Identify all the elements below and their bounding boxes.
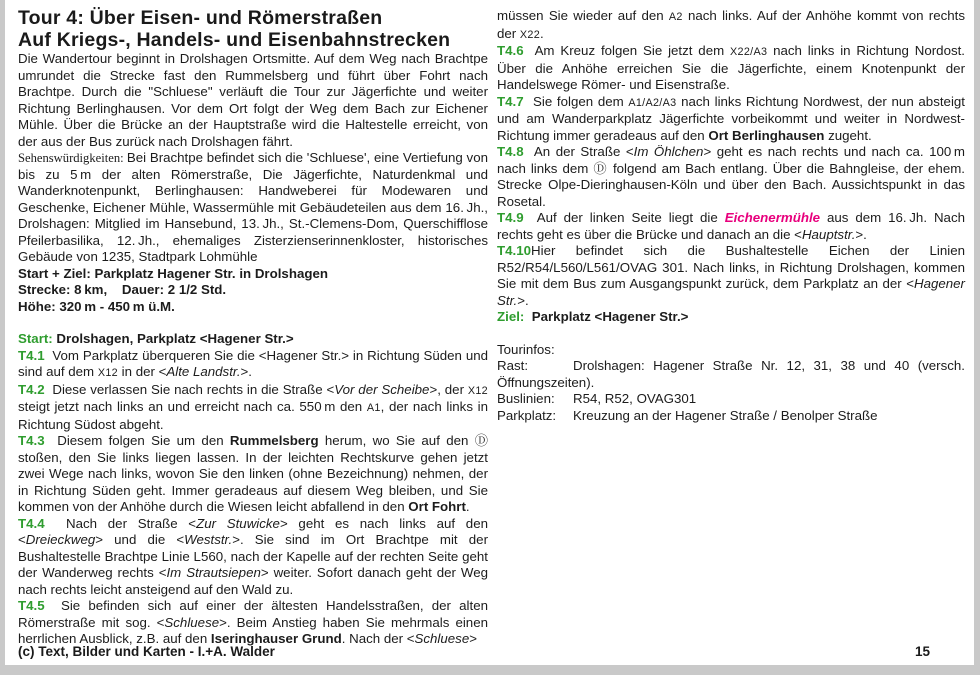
bold-text: Drolshagen, Parkplatz <Hagener Str.> xyxy=(56,331,294,346)
text-segment: müssen Sie wieder auf den xyxy=(497,8,669,23)
waypoint-t4-5 xyxy=(18,598,488,648)
waypoint-t4-8 xyxy=(497,144,965,210)
tour-title: Tour 4: Über Eisen- und Römerstraßen xyxy=(18,7,383,29)
text-segment: . xyxy=(540,25,544,41)
text-segment: . Nach der < xyxy=(341,631,415,646)
text-segment: herum, wo Sie auf den Ⓓ stoßen, den Sie links liegen lassen. In der leichten Rechtskurve gehen jetzt zwei Wege nach links, wovon Sie den linken (ohne Bezeichnung) nehmen, der in Richtung Süden geht. Immer geradeaus auf diesem Weg bleiben, und Sie kommen von der Anhöhe durch die Wiesen leicht abfallend in den xyxy=(18,433,488,514)
intro-paragraph xyxy=(18,51,488,150)
text-segment: Bei Brachtpe befindet sich die 'Schluese', eine Vertiefung von bis zu 5 m der alten Römerstraße, Die Jägerfichte, Naturdenkmal und Wanderknotenpunkt, Berlinghausen: Handweberei für Modewaren und Geschenke, Eichener Mühle, Wassermühle mit Gebäudeteilen aus dem 16. Jh., Drolshagen: Mitglied im Hansebund, 13. Jh., St.-Clemens-Dom, Querschifflose Pfeilerbasilika, 12. Jh., ehemaliges Zisterzienserinnenkloster, historisches Gebäude von 1235, Stadtpark Lohmühle xyxy=(18,150,488,264)
street-name: Schluese xyxy=(164,614,220,630)
tourinfo-buslinien xyxy=(497,391,965,408)
waypoint-t4-3 xyxy=(18,433,488,516)
text-segment: Drolshagen: Hagener Straße Nr. 12, 31, 38 und 40 (versch. Öffnungszeiten). xyxy=(497,358,965,390)
text-segment: Strecke: 8 km, Dauer: 2 1/2 Std. xyxy=(18,282,227,297)
text-segment: Nach der Straße < xyxy=(44,515,197,531)
bold-text: Ort Fohrt xyxy=(408,499,466,514)
start-line xyxy=(18,331,488,348)
sights-paragraph xyxy=(18,150,488,266)
left-column xyxy=(18,8,488,648)
right-column xyxy=(497,8,965,424)
waypoint-label: T4.9 xyxy=(497,210,524,225)
text-segment: , der nach links in Richtung Südost abgeht. xyxy=(18,399,488,432)
trail-marker-code: A1/A2/A3 xyxy=(628,96,677,109)
text-segment: > geht es nach links auf den < xyxy=(18,515,488,547)
text-segment: >, der xyxy=(429,381,468,397)
waypoint-t4-9 xyxy=(497,210,965,243)
street-name: Im Öhlchen xyxy=(633,144,704,159)
text-segment: >. xyxy=(855,226,867,242)
waypoint-label: T4.7 xyxy=(497,93,524,109)
info-label: Buslinien: xyxy=(497,391,555,406)
info-label: Rast: xyxy=(497,358,529,373)
text-segment: >. xyxy=(240,364,253,379)
street-name: Weststr. xyxy=(184,532,233,547)
trail-marker-code: X22/A3 xyxy=(730,46,768,58)
text-segment: Höhe: 320 m - 450 m ü.M. xyxy=(18,298,175,314)
street-name: Hauptstr. xyxy=(801,226,856,242)
street-name: Dreieckweg xyxy=(25,532,96,547)
text-segment: nach links. Auf der Anhöhe kommt von rechts der xyxy=(497,8,965,41)
tourinfo-rast xyxy=(497,358,965,391)
text-segment: Auf der linken Seite liegt die xyxy=(523,210,725,225)
waypoint-t4-6 xyxy=(497,43,965,94)
hoehe-line xyxy=(18,299,488,316)
trail-marker-code: X22 xyxy=(519,28,541,41)
trail-marker-code: X12 xyxy=(467,384,488,397)
text-segment: Vom Parkplatz überqueren Sie die <Hagener Str.> in Richtung Süden und sind auf dem xyxy=(18,347,488,379)
text-segment: > weiter. Sofort danach geht der Weg nach rechts leicht ansteigend auf den Wald zu. xyxy=(18,565,488,597)
strecke-dauer-line xyxy=(18,282,488,299)
tourinfo-parkplatz xyxy=(497,408,965,425)
right-column-body xyxy=(497,8,965,424)
document-page xyxy=(5,0,974,665)
tour-subtitle: Auf Kriegs-, Handels- und Eisenbahnstrecken xyxy=(18,28,451,51)
text-segment: in der < xyxy=(117,364,167,379)
bold-text: Parkplatz <Hagener Str.> xyxy=(524,309,689,324)
bold-text: Rummelsberg xyxy=(229,433,319,448)
street-name: Hagener Str. xyxy=(497,276,965,308)
waypoint-label: T4.8 xyxy=(497,144,524,159)
text-segment: zugeht. xyxy=(824,127,872,143)
trail-marker-code: X12 xyxy=(97,367,118,379)
text-segment: Tourinfos: xyxy=(497,341,555,357)
street-name: Vor der Scheibe xyxy=(334,381,430,397)
text-segment: > und die < xyxy=(95,532,185,547)
waypoint-label: T4.5 xyxy=(18,598,45,613)
waypoint-label: T4.6 xyxy=(497,43,524,58)
text-segment: Diesem folgen Sie um den xyxy=(44,433,230,448)
text-segment: Hier befindet sich die Bushaltestelle Eichen der Linien R52/R54/L560/L561/OVAG 301. Nach links, in Richtung Drolshagen, kommen Sie mit dem Bus zum Ausgangspunkt zurück, dem Parkplatz an der < xyxy=(497,243,965,291)
text-segment: nach links in Richtung Nordost. Über die Anhöhe erreichen Sie die Jägerfichte, einem Knotenpunkt der Handelswege Römer- und Eisenstraße. xyxy=(497,43,965,92)
street-name: Schluese xyxy=(414,631,470,646)
street-name: Alte Landstr. xyxy=(166,364,241,379)
waypoint-label: Start: xyxy=(18,331,57,346)
left-column-body xyxy=(18,51,488,648)
trail-marker-code: A2 xyxy=(668,11,683,23)
text-segment: . xyxy=(465,499,470,514)
text-segment: Diese verlassen Sie nach rechts in die Straße < xyxy=(44,381,335,397)
waypoint-t4-10 xyxy=(497,243,965,309)
text-segment: Start + Ziel: Parkplatz Hagener Str. in Drolshagen xyxy=(18,265,328,281)
page-number: 15 xyxy=(914,644,930,659)
waypoint-label: T4.2 xyxy=(18,381,45,397)
waypoint-label: T4.1 xyxy=(18,347,45,363)
trail-marker-code: A1 xyxy=(366,402,381,414)
text-segment: steigt jetzt nach links an und erreicht nach ca. 550 m den xyxy=(18,399,367,414)
text-segment: > geht es nach rechts und nach ca. 100 m nach links dem Ⓓ folgend am Bach entlang. Über die Bahngleise, der ehem. Strecke Olpe-Dieringhausen-Köln und über den Bach. Aussichtspunkt in das Rosetal. xyxy=(497,144,966,209)
waypoint-t4-1 xyxy=(18,348,488,382)
waypoint-label: T4.3 xyxy=(18,433,45,448)
text-segment: aus dem 16. Jh. Nach rechts geht es über die Brücke und danach an die < xyxy=(497,210,965,242)
tourinfos-heading xyxy=(497,342,965,359)
text-segment: Kreuzung an der Hagener Straße / Benolper Straße xyxy=(573,407,878,423)
text-segment: >. Beim Anstieg haben Sie mehrmals einen herrlichen Ausblick, z.B. auf den xyxy=(18,614,488,646)
text-segment: An der Straße < xyxy=(523,144,634,159)
waypoint-label: T4.10 xyxy=(497,243,532,258)
ziel-line xyxy=(497,309,965,326)
text-segment: R54, R52, OVAG301 xyxy=(573,391,697,406)
waypoint-t4-2 xyxy=(18,382,488,434)
highlight-name: Eichenermühle xyxy=(724,210,821,225)
text-segment: Sie befinden sich auf einer der ältesten Handelsstraßen, der alten Römerstraße mit sog. < xyxy=(18,598,488,630)
waypoint-t4-4 xyxy=(18,516,488,599)
bold-text: Iseringhauser Grund xyxy=(210,631,342,646)
street-name: Im Strautsiepen xyxy=(166,565,261,580)
text-segment: >. xyxy=(517,292,529,308)
waypoint-t4-5-continued xyxy=(497,8,965,43)
sights-label: Sehenswürdigkeiten: xyxy=(18,151,127,165)
waypoint-label: T4.4 xyxy=(18,515,45,531)
bold-text: Ort Berlinghausen xyxy=(708,127,825,143)
copyright-notice: (c) Text, Bilder und Karten - I.+A. Walder xyxy=(18,644,275,659)
text-segment: Am Kreuz folgen Sie jetzt dem xyxy=(523,43,731,58)
text-segment: >. Sie sind im Ort Brachtpe mit der Bushaltestelle Brachtpe Linie L560, nach der Kapelle auf der rechten Seite geht der Wanderweg rechts < xyxy=(18,532,488,580)
text-segment: > xyxy=(469,631,477,646)
waypoint-t4-7 xyxy=(497,94,965,145)
info-label: Parkplatz: xyxy=(497,407,557,423)
text-segment: Sie folgen dem xyxy=(523,93,629,109)
text-segment: Die Wandertour beginnt in Drolshagen Ortsmitte. Auf dem Weg nach Brachtpe umrundet die Strecke fast den Rummelsberg und führt über Fohrt nach Brachtpe. Durch die "Schluese" verläuft die Tour zur Jägerfichte und weiter Richtung Berlinghausen. Vor dem Ort folgt der Weg dem Bach zur Eichener Mühle. Über die Brücke an der Hauptstraße wird die Haltestelle erreicht, von der aus der Bus zurück nach Drolshagen fährt. xyxy=(18,51,488,149)
text-segment: nach links Richtung Nordwest, der nun absteigt und am Wanderparkplatz Jägerfichte vorbeikommt und weiter in Nordwest-Richtung immer geradeaus auf den xyxy=(497,93,965,143)
street-name: Zur Stuwicke xyxy=(196,515,280,531)
waypoint-label: Ziel: xyxy=(497,309,525,324)
start-ziel-line xyxy=(18,266,488,283)
